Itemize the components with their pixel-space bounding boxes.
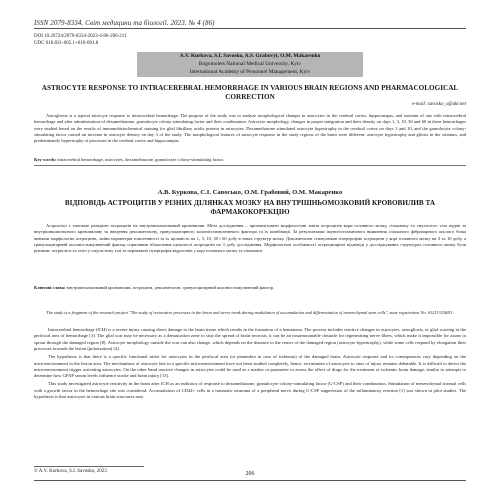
english-keywords xyxy=(34,157,466,163)
banner-affiliation-2: International Academy of Personnel Management, Kyiv xyxy=(189,69,311,75)
doi-line: DOI 10.26724/2079-8334-2023-4-86-206-211 xyxy=(34,34,127,39)
article-identifiers xyxy=(34,33,334,47)
copyright-notice: © A.V. Kurkova, S.I. Savosko, 2023 xyxy=(34,469,107,474)
ukrainian-abstract: Астрогліоз є типовою реакцією астроцитів на внутрішньомозковий крововилив. Мета дослідження – проаналізувати морфологічні зміни астроцитів кори головного мозку, гіпокампу та смугастого тіла щурів за внутрішньомозкового крововиливу та введення дексаметазону, гранулоцитарного колонієстимулюючого фактора та їх комбінації. За результатами імуногістохімічного виявлення гліального фібрилярного кислого білка вивчали морфологію астроцитів, зміни параметрів гомогенності та їх щільність на 1, 3, 10, 30 і 60 добу в зонах структур мозку. Дексаметазон стимулював гіпертрофію астроцитів у корі головного мозку на 3 та 10 добу, а гранулоцитарний колонієстимулюючий фактор спричинив збільшення щільності астроцитів на 3 добу дослідження. Морфологічні особливості астроцитарної відповіді у досліджуваних структурах головного мозку були різними: астрогліоз та гліоз у смугастому тілі та переважно гіпертрофія відростків у корі головного мозку та гіпокампі. xyxy=(34,223,466,254)
ukrainian-keywords xyxy=(34,285,466,291)
footnote-divider xyxy=(34,466,144,467)
banner-affiliation-1: Bogomolets National Medical University, Kyiv xyxy=(198,61,302,67)
page-number: 206 xyxy=(245,471,255,477)
body-paragraph-2: The hypothesis is that there is a specific functional niche for astrocytes in the perifocal area (or penumbra in case of ischemia) of the damaged brain. Astrocyte response and its consequences vary depending on the microenvironment in the lesion area. The mechanisms of astrocyte fate in a specific microenvironment have not been studied completely, hence, recruitment of astrocytes to sites of injury remains debatable. It is difficult to detect the microenvironment trigger activating astrocytes. On the other hand reactive changes in astrocytes could be used as a marker or parameter to assess the effect of drugs for the treatment of ischemic brain damage, similar to attempts to determine how GFAP serum levels influence stroke and brain injury [13]. xyxy=(34,354,466,379)
body-paragraph-1: Intracerebral hemorrhage (ICH) is a severe injury causing direct damage to the brain tissue which results in the formation of a hematoma. The process includes reactive changes in astrocytes, astrogliosis, or glial scarring in the perifocal area of hemorrhage [3]. The glial scar may be necessary as a demarcation zone to stop the spread of brain necrosis, it can be an insurmountable obstacle for regenerating nerve fibers, which make it impossible for axons to sprout through the damaged region [8]. Astrocyte morphology outside the scar can also change, which depends on the distance to the center of the damaged region (astrocyte hypertrophy), while some cells respond by elongation their processes towards the lesion (polarization) [4]. xyxy=(34,327,466,352)
header-divider xyxy=(34,28,466,29)
contact-email[interactable]: e-mail: savosko_s@ukr.net xyxy=(411,102,466,107)
ukrainian-keywords-text: внутрішньомозковий крововилив, астроцити, дексаметазон, гранулоцитарний колонієстимулюючий фактор. xyxy=(66,285,275,290)
english-keywords-label: Key words: xyxy=(34,157,57,162)
section-divider xyxy=(34,165,466,166)
journal-header: ISSN 2079-8334. Світ медицини та біології. 2023. № 4 (86) xyxy=(34,19,215,27)
footer-divider xyxy=(34,480,466,481)
funding-note: The study is a fragment of the research project "The study of restorative processes in the brain and nerve trunk during modulation of accumulation and differentiation of mesenchymal stem cells", state registration No. 0121U110051. xyxy=(46,310,454,315)
body-paragraph-3: This study investigated astrocyte reactivity in the brain after ICH as an indicator of response to dexamethasone, granulocyte colony-stimulating factor (G-CSF) and their combination. Stimulation of mesenchymal stromal cells with a growth factor in the hemorrhage site was considered. Accumulation of CD44+ cells in a traumatic neuroma of a peripheral nerve during G-CSF suppression of the inflammatory reaction [1] was shown in pilot studies. The hypothesis is that astrocytes in various brain structures may xyxy=(34,381,466,400)
ukrainian-keywords-label: Ключові слова: xyxy=(34,285,66,290)
banner-authors: A.V. Kurkova, S.I. Savosko, A.S. Grabovyi, O.M. Makarenko xyxy=(179,53,321,59)
english-title: ASTROCYTE RESPONSE TO INTRACEREBRAL HEMORRHAGE IN VARIOUS BRAIN REGIONS AND PHARMACOLOGICAL CORRECTION xyxy=(41,84,459,101)
udc-line: UDC 616.831-005.1+616-091.8 xyxy=(34,41,99,46)
english-abstract: Astrogliosis is a typical astrocyte response to intracerebral hemorrhage. The purpose of the study was to analyze morphological changes in astrocytes in the cerebral cortex, hippocampus, and striatum of rats with intracerebral hemorrhage and after administration of dexamethasone, granulocyte colony-stimulating factor and their combination. Astrocyte morphology, changes in proper integration and their density on days 1, 3, 10, 30 and 60 in these hemorrhages were studied based on the results of immunohistochemical staining for glial fibrillary acidic protein in astrocytes. Dexamethasone stimulated astrocyte hypertrophy in the cerebral cortex on days 3 and 10, and the granulocyte colony-stimulating factor caused an increase in astrocyte density on day 3 of the study. The morphological features of astrocyte response in the study regions of the brain were different: astrocyte hypertrophy and gliosis in the striatum, and predominantly hypertrophy of processes in the cerebral cortex and hippocampus. xyxy=(34,113,466,144)
ukrainian-authors: А.В. Куркова, С.І. Савосько, О.М. Грабовий, О.М. Макаренко xyxy=(157,189,343,196)
authors-affiliation-banner xyxy=(137,52,363,77)
ukrainian-title: ВІДПОВІДЬ АСТРОЦИТІВ У РІЗНИХ ДІЛЯНКАХ МОЗКУ НА ВНУТРІШНЬОМОЗКОВИЙ КРОВОВИЛИВ ТА ФАРМАКОКОРЕКЦІЮ xyxy=(64,199,436,216)
english-keywords-text: intracerebral hemorrhage, astrocytes, dexamethasone, granulocyte colony-stimulating factor. xyxy=(57,157,224,162)
body-text xyxy=(34,327,466,402)
